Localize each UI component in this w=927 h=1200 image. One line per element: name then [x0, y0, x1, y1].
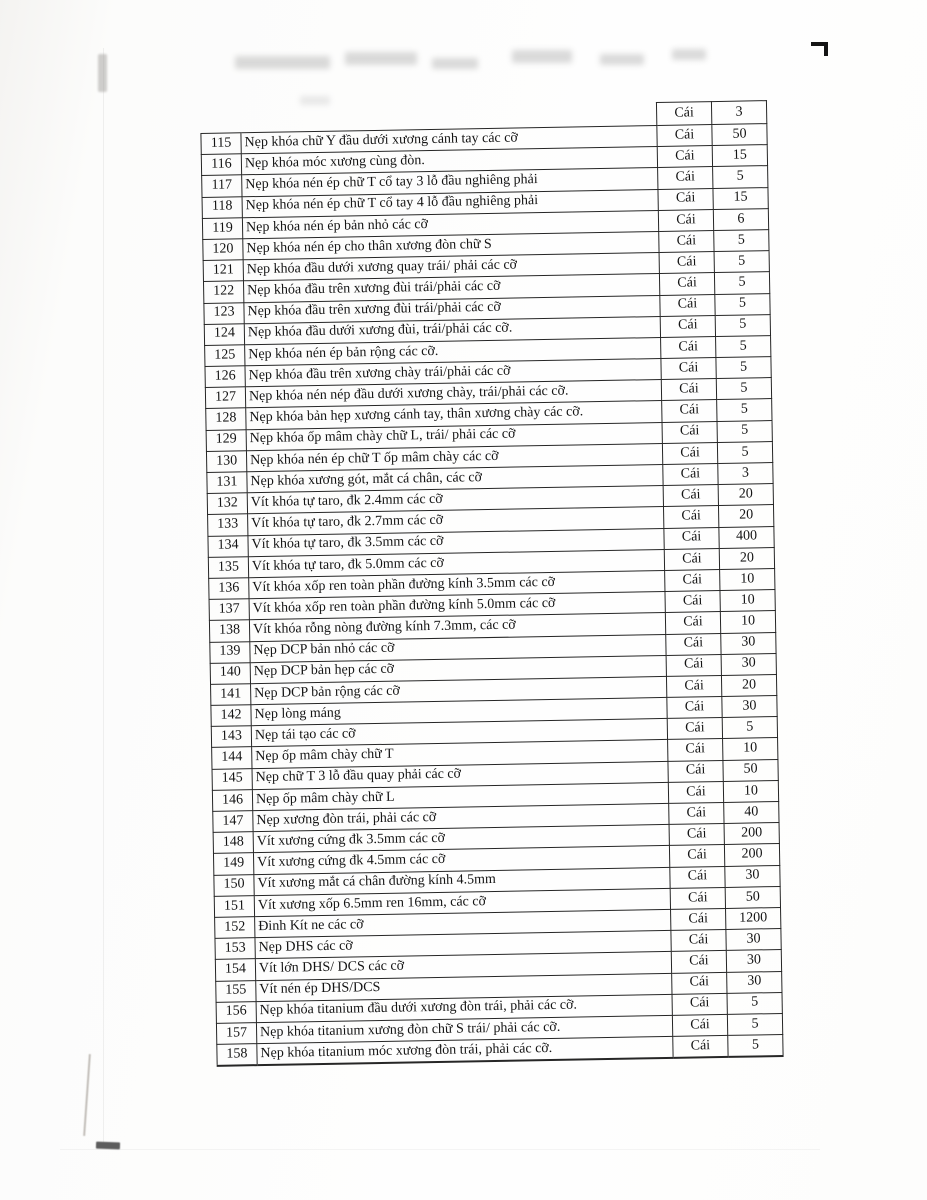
item-description-cell: Vít khóa tự taro, đk 5.0mm các cỡ: [248, 549, 664, 577]
unit-cell: Cái: [662, 400, 717, 422]
quantity-cell: 6: [713, 208, 768, 230]
unit-cell: Cái: [668, 760, 723, 782]
quantity-cell: 30: [722, 696, 777, 718]
row-number-cell: 158: [217, 1044, 257, 1066]
item-description-cell: Nẹp DCP bản hẹp các cỡ: [250, 655, 666, 683]
unit-cell: Cái: [671, 951, 726, 973]
row-number-cell: 148: [213, 832, 253, 854]
quantity-cell: 30: [726, 929, 781, 951]
quantity-cell: 5: [727, 1013, 782, 1035]
corner-mark: [811, 42, 828, 56]
unit-cell: Cái: [667, 718, 722, 740]
item-description-cell: Nẹp DCP bản rộng các cỡ: [251, 676, 667, 704]
bleedthrough-smudge: [432, 58, 478, 69]
items-table: [200, 100, 784, 1066]
quantity-cell: 20: [718, 484, 773, 506]
unit-cell: Cái: [671, 930, 726, 952]
row-number-cell: 149: [213, 853, 253, 875]
row-number-cell: 154: [215, 959, 255, 981]
quantity-cell: 30: [727, 971, 782, 993]
unit-cell: Cái: [662, 442, 717, 464]
row-number-cell: 147: [213, 811, 253, 833]
bleedthrough-smudge: [345, 52, 417, 65]
row-number-cell: 126: [205, 366, 245, 388]
item-description-cell: Nẹp khóa xương gót, mắt cá chân, các cỡ: [247, 464, 663, 492]
unit-cell: Cái: [661, 358, 716, 380]
bleedthrough-smudge: [600, 54, 644, 65]
row-number-cell: 157: [216, 1023, 256, 1045]
quantity-cell: 5: [713, 166, 768, 188]
quantity-cell: 50: [723, 759, 778, 781]
quantity-cell: 5: [714, 251, 769, 273]
item-description-cell: Vít khóa tự taro, đk 2.4mm các cỡ: [247, 486, 663, 514]
unit-cell: Cái: [659, 252, 714, 274]
row-number-cell: 127: [205, 387, 245, 409]
unit-cell: Cái: [656, 102, 711, 126]
unit-cell: Cái: [670, 866, 725, 888]
unit-cell: Cái: [663, 506, 718, 528]
item-description-cell: Nẹp khóa nén nép đầu dưới xương chày, trái/phải các cỡ.: [245, 380, 661, 408]
quantity-cell: 30: [725, 865, 780, 887]
item-description-cell: Nẹp ốp mâm chày chữ T: [252, 740, 668, 768]
row-number-cell: 124: [204, 323, 244, 345]
item-description-cell: Nẹp khóa nén ép chữ T cổ tay 3 lỗ đầu nghiêng phải: [242, 168, 658, 196]
quantity-cell: 10: [723, 780, 778, 802]
item-description-cell: Nẹp khóa chữ Y đầu dưới xương cánh tay các cỡ: [241, 126, 657, 154]
item-description-cell: Vít khóa xốp ren toàn phần đường kính 5.0mm các cỡ: [249, 592, 665, 620]
row-number-cell: 144: [212, 747, 252, 769]
page-bottom-left-edge: [83, 1054, 90, 1136]
bleedthrough-smudge: [235, 56, 330, 69]
quantity-cell: 30: [721, 653, 776, 675]
item-description-cell: Nẹp tái tạo các cỡ: [251, 719, 667, 747]
row-number-cell: 136: [209, 578, 249, 600]
row-number-cell: 130: [206, 451, 246, 473]
row-number-cell: 151: [214, 895, 254, 917]
unit-cell: Cái: [659, 273, 714, 295]
item-description-cell: Nẹp xương đòn trái, phải các cỡ: [253, 803, 669, 831]
item-description-cell: Nẹp khóa móc xương cùng đòn.: [241, 147, 657, 175]
quantity-cell: 15: [712, 145, 767, 167]
unit-cell: Cái: [660, 294, 715, 316]
item-description-cell: Nẹp khóa nén ép chữ T cổ tay 4 lỗ đầu nghiêng phải: [242, 189, 658, 217]
unit-cell: Cái: [661, 336, 716, 358]
row-number-cell: [201, 110, 241, 134]
unit-cell: Cái: [671, 908, 726, 930]
row-number-cell: 134: [208, 535, 248, 557]
row-number-cell: 155: [216, 980, 256, 1002]
scan-artifact-mark: [98, 54, 107, 92]
item-description-cell: Đinh Kít ne các cỡ: [255, 909, 671, 937]
quantity-cell: 5: [716, 378, 771, 400]
item-description-cell: Nẹp DHS các cỡ: [255, 931, 671, 959]
unit-cell: Cái: [669, 845, 724, 867]
row-number-cell: 138: [209, 620, 249, 642]
quantity-cell: 5: [717, 420, 772, 442]
unit-cell: Cái: [664, 527, 719, 549]
row-number-cell: 156: [216, 1001, 256, 1023]
row-number-cell: 133: [208, 514, 248, 536]
quantity-cell: 5: [717, 441, 772, 463]
row-number-cell: 145: [212, 768, 252, 790]
row-number-cell: 121: [203, 260, 243, 282]
row-number-cell: 120: [203, 239, 243, 261]
row-number-cell: 117: [202, 175, 242, 197]
item-description-cell: Nẹp khóa đầu trên xương đùi trái/phải các cỡ: [244, 295, 660, 323]
row-number-cell: 153: [215, 938, 255, 960]
quantity-cell: 5: [714, 230, 769, 252]
item-description-cell: Nẹp khóa đầu trên xương đùi trái/phải các cỡ: [243, 274, 659, 302]
quantity-cell: 5: [717, 399, 772, 421]
item-description-cell: Vít xương mắt cá chân đường kính 4.5mm: [254, 867, 670, 895]
unit-cell: Cái: [664, 548, 719, 570]
row-number-cell: 123: [204, 302, 244, 324]
quantity-cell: 20: [718, 505, 773, 527]
quantity-cell: 5: [716, 335, 771, 357]
row-number-cell: 139: [210, 641, 250, 663]
quantity-cell: 5: [722, 717, 777, 739]
item-description-cell: Nẹp chữ T 3 lỗ đầu quay phải các cỡ: [252, 761, 668, 789]
row-number-cell: 118: [202, 196, 242, 218]
quantity-cell: 5: [714, 272, 769, 294]
page-left-edge: [103, 48, 104, 1148]
unit-cell: Cái: [669, 802, 724, 824]
item-description-cell: Nẹp DCP bản nhỏ các cỡ: [250, 634, 666, 662]
unit-cell: Cái: [665, 612, 720, 634]
item-description-cell: Nẹp khóa nén ép bản nhỏ các cỡ: [242, 210, 658, 238]
quantity-cell: 10: [723, 738, 778, 760]
unit-cell: Cái: [673, 1035, 728, 1057]
unit-cell: Cái: [663, 464, 718, 486]
item-description-cell: Nẹp khóa đầu trên xương chày trái/phải các cỡ: [245, 359, 661, 387]
row-number-cell: 131: [207, 472, 247, 494]
item-description-cell: Vít xương cứng đk 4.5mm các cỡ: [253, 846, 669, 874]
item-description-cell: Nẹp khóa đầu dưới xương quay trái/ phải các cỡ: [243, 253, 659, 281]
item-description-cell: Nẹp khóa đầu dưới xương đùi, trái/phải các cỡ.: [244, 316, 660, 344]
quantity-cell: 200: [724, 823, 779, 845]
quantity-cell: 10: [720, 590, 775, 612]
quantity-cell: 5: [727, 992, 782, 1014]
unit-cell: Cái: [659, 230, 714, 252]
quantity-cell: 3: [711, 101, 766, 125]
item-description-cell: Nẹp khóa titanium đầu dưới xương đòn trái, phải các cỡ.: [256, 994, 672, 1022]
item-description-cell: Vít xương xốp 6.5mm ren 16mm, các cỡ: [254, 888, 670, 916]
item-description-cell: Nẹp khóa bản hẹp xương cánh tay, thân xương chày các cỡ.: [246, 401, 662, 429]
row-number-cell: 116: [201, 154, 241, 176]
items-table-wrapper: [200, 100, 783, 1066]
quantity-cell: 200: [724, 844, 779, 866]
row-number-cell: 137: [209, 599, 249, 621]
unit-cell: Cái: [666, 675, 721, 697]
quantity-cell: 20: [719, 547, 774, 569]
quantity-cell: 15: [713, 187, 768, 209]
row-number-cell: 115: [201, 133, 241, 155]
item-description-cell: Nẹp khóa nén ép cho thân xương đòn chữ S: [243, 231, 659, 259]
unit-cell: Cái: [672, 993, 727, 1015]
unit-cell: Cái: [668, 781, 723, 803]
item-description-cell: Vít xương cứng đk 3.5mm các cỡ: [253, 825, 669, 853]
item-description-cell: Nẹp khóa titanium móc xương đòn trái, phải các cỡ.: [257, 1036, 673, 1064]
unit-cell: Cái: [665, 591, 720, 613]
row-number-cell: 150: [214, 874, 254, 896]
unit-cell: Cái: [666, 633, 721, 655]
quantity-cell: 20: [721, 674, 776, 696]
unit-cell: Cái: [665, 569, 720, 591]
row-number-cell: 119: [202, 218, 242, 240]
unit-cell: Cái: [657, 125, 712, 147]
unit-cell: Cái: [658, 188, 713, 210]
row-number-cell: 140: [210, 662, 250, 684]
item-description-cell: Vít khóa xốp ren toàn phần đường kính 3.5mm các cỡ: [249, 570, 665, 598]
unit-cell: Cái: [667, 697, 722, 719]
item-description-cell: Nẹp khóa titanium xương đòn chữ S trái/ phải các cỡ.: [256, 1015, 672, 1043]
item-description-cell: Nẹp khóa nén ép bản rộng các cỡ.: [245, 337, 661, 365]
item-description-cell: Vít nén ép DHS/DCS: [256, 973, 672, 1001]
quantity-cell: 400: [719, 526, 774, 548]
quantity-cell: 50: [712, 124, 767, 146]
unit-cell: Cái: [660, 315, 715, 337]
quantity-cell: 5: [716, 357, 771, 379]
item-description-cell: Nẹp lòng máng: [251, 698, 667, 726]
row-number-cell: 142: [211, 705, 251, 727]
quantity-cell: 30: [721, 632, 776, 654]
unit-cell: Cái: [668, 739, 723, 761]
row-number-cell: 128: [206, 408, 246, 430]
item-description-cell: Nẹp ốp mâm chày chữ L: [252, 782, 668, 810]
row-number-cell: 129: [206, 429, 246, 451]
item-description-cell: Vít lớn DHS/ DCS các cỡ: [255, 952, 671, 980]
bleedthrough-smudge: [300, 96, 330, 105]
item-description-cell: Vít khóa tự taro, đk 3.5mm các cỡ: [248, 528, 664, 556]
row-number-cell: 141: [211, 684, 251, 706]
quantity-cell: 3: [718, 463, 773, 485]
item-description-cell: Vít khóa tự taro, đk 2.7mm các cỡ: [248, 507, 664, 535]
unit-cell: Cái: [672, 972, 727, 994]
unit-cell: Cái: [658, 167, 713, 189]
quantity-cell: 50: [725, 886, 780, 908]
row-number-cell: 122: [203, 281, 243, 303]
unit-cell: Cái: [672, 1014, 727, 1036]
unit-cell: Cái: [669, 824, 724, 846]
unit-cell: Cái: [666, 654, 721, 676]
bleedthrough-smudge: [672, 49, 706, 60]
item-description-cell: Nẹp khóa nén ép chữ T ốp mâm chày các cỡ: [246, 443, 662, 471]
unit-cell: Cái: [657, 146, 712, 168]
quantity-cell: 30: [726, 950, 781, 972]
row-number-cell: 152: [215, 917, 255, 939]
item-description-cell: Vít khóa rỗng nòng đường kính 7.3mm, các cỡ: [249, 613, 665, 641]
quantity-cell: 10: [720, 568, 775, 590]
items-table-body: [201, 101, 784, 1066]
item-description-cell: Nẹp khóa ốp mâm chày chữ L, trái/ phải các cỡ: [246, 422, 662, 450]
unit-cell: Cái: [670, 887, 725, 909]
quantity-cell: 5: [728, 1035, 783, 1057]
unit-cell: Cái: [661, 379, 716, 401]
unit-cell: Cái: [658, 209, 713, 231]
row-number-cell: 132: [207, 493, 247, 515]
quantity-cell: 1200: [726, 907, 781, 929]
unit-cell: Cái: [662, 421, 717, 443]
row-number-cell: 125: [205, 345, 245, 367]
quantity-cell: 40: [724, 802, 779, 824]
bleedthrough-smudge: [512, 50, 572, 63]
unit-cell: Cái: [663, 485, 718, 507]
row-number-cell: 146: [212, 790, 252, 812]
page-bottom-edge: [60, 1149, 820, 1150]
quantity-cell: 5: [715, 293, 770, 315]
quantity-cell: 5: [715, 314, 770, 336]
quantity-cell: 10: [720, 611, 775, 633]
row-number-cell: 143: [211, 726, 251, 748]
row-number-cell: 135: [208, 556, 248, 578]
